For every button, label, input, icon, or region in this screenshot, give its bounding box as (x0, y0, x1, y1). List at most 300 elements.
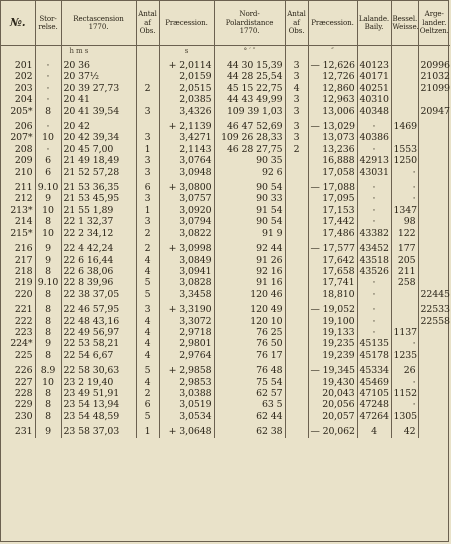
star-precession-npd: 19,430 (308, 377, 357, 388)
star-observations-npd (285, 350, 308, 361)
star-north-polar-distance: 90 54 (214, 216, 285, 227)
table-row (1, 243, 450, 254)
star-bessel-number (391, 83, 418, 94)
star-precession-npd: — 19,345 (308, 365, 357, 376)
star-lalande-number: 43031 (357, 167, 391, 178)
star-precession-npd: — 17,088 (308, 182, 357, 193)
star-number: 224* (1, 338, 35, 349)
star-right-ascension: 22 49 56,97 (61, 327, 136, 338)
star-lalande-number: · (357, 121, 391, 132)
star-north-polar-distance: 44 43 49,99 (214, 94, 285, 105)
star-precession-npd: 20,057 (308, 411, 357, 422)
star-lalande-number: 47248 (357, 399, 391, 410)
star-bessel-number: 1250 (391, 155, 418, 166)
star-observations-npd (285, 426, 308, 437)
star-bessel-number: · (391, 338, 418, 349)
header-observations-ra: Antal af Obs. (136, 1, 159, 46)
table-row (1, 228, 450, 239)
star-argelander-number (418, 338, 450, 349)
star-observations-npd: 3 (285, 121, 308, 132)
star-observations-ra: 4 (136, 316, 159, 327)
table-row (1, 132, 450, 143)
star-magnitude: 8 (35, 411, 61, 422)
star-magnitude: 9 (35, 255, 61, 266)
star-magnitude: 9 (35, 426, 61, 437)
star-lalande-number: · (357, 327, 391, 338)
star-north-polar-distance: 109 39 1,03 (214, 106, 285, 117)
star-observations-ra: 6 (136, 182, 159, 193)
star-number: 230 (1, 411, 35, 422)
star-precession-ra: 3,0388 (159, 388, 214, 399)
star-lalande-number: 42913 (357, 155, 391, 166)
star-precession-npd: — 17,577 (308, 243, 357, 254)
star-precession-npd: 16,888 (308, 155, 357, 166)
star-observations-npd (285, 167, 308, 178)
star-number: 229 (1, 399, 35, 410)
star-right-ascension: 22 54 6,67 (61, 350, 136, 361)
star-north-polar-distance: 120 49 (214, 304, 285, 315)
star-observations-npd (285, 377, 308, 388)
star-lalande-number: · (357, 289, 391, 300)
star-bessel-number: 177 (391, 243, 418, 254)
header-argelander-oeltzen: Arge- lander. Oeltzen. (418, 1, 450, 46)
star-right-ascension: 23 54 13,94 (61, 399, 136, 410)
star-lalande-number: 43526 (357, 266, 391, 277)
star-right-ascension: 23 2 19,40 (61, 377, 136, 388)
star-lalande-number: 43382 (357, 228, 391, 239)
table-row (1, 155, 450, 166)
star-observations-npd (285, 289, 308, 300)
star-observations-npd (285, 155, 308, 166)
star-argelander-number: 22533 (420, 304, 450, 316)
star-precession-ra: 3,4326 (159, 106, 214, 117)
star-bessel-number: 1553 (391, 144, 418, 155)
star-observations-ra: 4 (136, 266, 159, 277)
star-observations-npd (285, 338, 308, 349)
star-number: 213* (1, 205, 35, 216)
star-right-ascension: 23 49 51,91 (61, 388, 136, 399)
star-observations-ra: 3 (136, 167, 159, 178)
star-precession-ra: 2,9718 (159, 327, 214, 338)
star-right-ascension: 21 53 45,95 (61, 193, 136, 204)
table-row (1, 289, 450, 300)
star-observations-ra: 2 (136, 388, 159, 399)
star-precession-npd: 20,043 (308, 388, 357, 399)
star-number: 211 (1, 182, 35, 193)
star-bessel-number: 122 (391, 228, 418, 239)
star-bessel-number (391, 316, 418, 327)
star-north-polar-distance: 45 15 22,75 (214, 83, 285, 94)
star-observations-npd: 3 (285, 106, 308, 117)
star-magnitude: 10 (35, 205, 61, 216)
star-right-ascension: 21 49 18,49 (61, 155, 136, 166)
star-precession-ra: 3,0822 (159, 228, 214, 239)
star-observations-npd (285, 388, 308, 399)
star-north-polar-distance: 90 35 (214, 155, 285, 166)
star-observations-npd: 3 (285, 71, 308, 82)
star-north-polar-distance: 91 54 (214, 205, 285, 216)
star-north-polar-distance: 90 33 (214, 193, 285, 204)
star-observations-npd (285, 255, 308, 266)
star-lalande-number: · (357, 316, 391, 327)
star-argelander-number (418, 327, 450, 338)
unit-precession-ra: s (159, 46, 214, 57)
star-observations-ra (136, 94, 159, 105)
star-precession-ra: 2,0159 (159, 71, 214, 82)
star-precession-ra: + 3,0998 (159, 243, 214, 254)
star-precession-ra: 3,0764 (159, 155, 214, 166)
star-argelander-number: 22445 (420, 288, 450, 300)
star-right-ascension: 22 46 57,95 (61, 304, 136, 315)
header-precession-ra: Præcession. (159, 1, 214, 46)
star-observations-npd (285, 327, 308, 338)
table-row (1, 266, 450, 277)
star-bessel-number: 1235 (391, 350, 418, 361)
star-observations-npd (285, 316, 308, 327)
star-number: 228 (1, 388, 35, 399)
table-row (1, 388, 450, 399)
catalogue-body (1, 46, 450, 438)
star-number: 223 (1, 327, 35, 338)
star-right-ascension: 22 6 38,06 (61, 266, 136, 277)
header-north-polar-distance: Nord- Polardistance 1770. (214, 1, 285, 46)
star-argelander-number (418, 350, 450, 361)
table-row (1, 304, 450, 315)
star-argelander-number: 22558 (420, 315, 450, 327)
star-number: 209 (1, 155, 35, 166)
star-lalande-number: 43452 (357, 243, 391, 254)
star-observations-ra: 2 (136, 83, 159, 94)
star-precession-npd: 20,056 (308, 399, 357, 410)
star-lalande-number: 40310 (357, 94, 391, 105)
star-north-polar-distance: 120 46 (214, 289, 285, 300)
star-north-polar-distance: 62 57 (214, 388, 285, 399)
star-north-polar-distance: 44 28 25,54 (214, 71, 285, 82)
star-north-polar-distance: 91 26 (214, 255, 285, 266)
table-row (1, 60, 450, 71)
star-right-ascension: 20 36 (61, 60, 136, 71)
star-observations-npd (285, 411, 308, 422)
star-precession-npd: 13,006 (308, 106, 357, 117)
star-precession-ra: 2,9801 (159, 338, 214, 349)
star-bessel-number (391, 289, 418, 300)
star-argelander-number (418, 426, 450, 437)
star-right-ascension: 20 42 (61, 121, 136, 132)
star-lalande-number: 40123 (357, 60, 391, 71)
star-bessel-number (391, 71, 418, 82)
star-right-ascension: 20 37½ (61, 71, 136, 82)
star-magnitude: 8 (35, 350, 61, 361)
star-lalande-number: · (357, 193, 391, 204)
star-observations-ra: 4 (136, 338, 159, 349)
star-north-polar-distance: 62 44 (214, 411, 285, 422)
star-precession-npd: 13,236 (308, 144, 357, 155)
star-argelander-number (418, 155, 450, 166)
table-row (1, 411, 450, 422)
star-magnitude: · (35, 60, 61, 71)
star-bessel-number (391, 132, 418, 143)
star-north-polar-distance: 120 10 (214, 316, 285, 327)
star-observations-ra: 2 (136, 228, 159, 239)
star-observations-npd (285, 182, 308, 193)
star-bessel-number: 258 (391, 277, 418, 288)
star-bessel-number: 205 (391, 255, 418, 266)
star-right-ascension: 23 58 37,03 (61, 426, 136, 437)
star-argelander-number (418, 193, 450, 204)
star-right-ascension: 22 2 34,12 (61, 228, 136, 239)
star-number: 217 (1, 255, 35, 266)
star-north-polar-distance: 44 30 15,39 (214, 60, 285, 71)
star-observations-ra: 2 (136, 243, 159, 254)
star-magnitude: 8 (35, 304, 61, 315)
unit-precession-npd: ″ (308, 46, 357, 57)
star-bessel-number: 211 (391, 266, 418, 277)
star-number: 226 (1, 365, 35, 376)
star-precession-ra: + 2,0114 (159, 60, 214, 71)
star-bessel-number: 1347 (391, 205, 418, 216)
star-precession-npd: 17,095 (308, 193, 357, 204)
star-lalande-number: · (357, 277, 391, 288)
star-number: 205* (1, 106, 35, 117)
star-right-ascension: 21 52 57,28 (61, 167, 136, 178)
star-observations-ra: 3 (136, 304, 159, 315)
star-right-ascension: 22 53 58,21 (61, 338, 136, 349)
star-magnitude: 9 (35, 193, 61, 204)
star-lalande-number: · (357, 144, 391, 155)
star-precession-npd: 12,860 (308, 83, 357, 94)
star-number: 210 (1, 167, 35, 178)
star-observations-npd: 2 (285, 144, 308, 155)
star-north-polar-distance: 91 9 (214, 228, 285, 239)
star-precession-npd: 17,642 (308, 255, 357, 266)
star-number: 219 (1, 277, 35, 288)
star-observations-ra: 5 (136, 411, 159, 422)
star-north-polar-distance: 76 48 (214, 365, 285, 376)
star-precession-npd: 17,486 (308, 228, 357, 239)
star-number: 221 (1, 304, 35, 315)
star-precession-npd: — 20,062 (308, 426, 357, 437)
table-row (1, 182, 450, 193)
star-north-polar-distance: 92 16 (214, 266, 285, 277)
header-right-ascension: Rectascension 1770. (61, 1, 136, 46)
star-argelander-number (418, 144, 450, 155)
star-right-ascension: 20 45 7,00 (61, 144, 136, 155)
star-precession-ra: 3,0534 (159, 411, 214, 422)
star-precession-ra: 3,3072 (159, 316, 214, 327)
star-bessel-number: · (391, 182, 418, 193)
star-observations-npd (285, 228, 308, 239)
star-lalande-number: 40348 (357, 106, 391, 117)
star-precession-ra: + 2,1139 (159, 121, 214, 132)
star-right-ascension: 23 54 48,59 (61, 411, 136, 422)
star-observations-npd (285, 193, 308, 204)
table-row (1, 399, 450, 410)
star-right-ascension: 21 53 36,35 (61, 182, 136, 193)
star-argelander-number (418, 182, 450, 193)
star-precession-ra: 3,0757 (159, 193, 214, 204)
star-argelander-number (418, 205, 450, 216)
star-magnitude: 10 (35, 132, 61, 143)
star-magnitude: 8 (35, 327, 61, 338)
star-precession-ra: 2,9853 (159, 377, 214, 388)
star-precession-ra: 3,0828 (159, 277, 214, 288)
star-lalande-number: 40171 (357, 71, 391, 82)
star-argelander-number (418, 121, 450, 132)
star-precession-ra: 2,9764 (159, 350, 214, 361)
table-row (1, 121, 450, 132)
star-lalande-number: · (357, 216, 391, 227)
star-observations-npd (285, 399, 308, 410)
star-precession-npd: — 19,052 (308, 304, 357, 315)
star-observations-npd (285, 205, 308, 216)
units-row (1, 46, 450, 57)
star-number: 225 (1, 350, 35, 361)
star-north-polar-distance: 92 44 (214, 243, 285, 254)
star-number: 214 (1, 216, 35, 227)
star-observations-ra: 4 (136, 350, 159, 361)
star-argelander-number (418, 228, 450, 239)
star-observations-npd (285, 304, 308, 315)
star-precession-npd: 19,100 (308, 316, 357, 327)
star-precession-ra: 3,0519 (159, 399, 214, 410)
star-bessel-number: · (391, 167, 418, 178)
header-number: №. (1, 1, 35, 46)
star-bessel-number: 1152 (391, 388, 418, 399)
table-row (1, 144, 450, 155)
star-number: 218 (1, 266, 35, 277)
header-observations-npd: Antal af Obs. (285, 1, 308, 46)
star-number: 201 (1, 60, 35, 71)
star-north-polar-distance: 46 47 52,69 (214, 121, 285, 132)
table-row (1, 94, 450, 105)
star-precession-npd: 17,741 (308, 277, 357, 288)
star-precession-npd: — 12,626 (308, 60, 357, 71)
star-right-ascension: 22 4 42,24 (61, 243, 136, 254)
star-lalande-number: · (357, 205, 391, 216)
star-lalande-number: · (357, 182, 391, 193)
star-precession-npd: — 13,029 (308, 121, 357, 132)
star-precession-npd: 18,810 (308, 289, 357, 300)
star-observations-ra: 4 (136, 377, 159, 388)
star-magnitude: 9.10 (35, 277, 61, 288)
star-bessel-number: 42 (391, 426, 418, 437)
star-north-polar-distance: 75 54 (214, 377, 285, 388)
star-observations-npd (285, 266, 308, 277)
star-magnitude: 9.10 (35, 182, 61, 193)
star-right-ascension: 22 8 39,96 (61, 277, 136, 288)
table-row (1, 255, 450, 266)
star-number: 227 (1, 377, 35, 388)
star-observations-ra: 1 (136, 426, 159, 437)
star-magnitude: 10 (35, 228, 61, 239)
star-precession-npd: 17,442 (308, 216, 357, 227)
star-magnitude: 8 (35, 399, 61, 410)
star-precession-ra: 2,0515 (159, 83, 214, 94)
star-north-polar-distance: 76 25 (214, 327, 285, 338)
star-bessel-number: 98 (391, 216, 418, 227)
star-magnitude: · (35, 71, 61, 82)
star-bessel-number (391, 94, 418, 105)
star-argelander-number (418, 277, 450, 288)
table-row (1, 83, 450, 94)
table-row (1, 216, 450, 227)
star-observations-ra (136, 60, 159, 71)
table-row (1, 316, 450, 327)
star-lalande-number: 47264 (357, 411, 391, 422)
star-observations-ra: 5 (136, 277, 159, 288)
star-right-ascension: 20 39 27,73 (61, 83, 136, 94)
star-observations-npd (285, 277, 308, 288)
star-argelander-number (418, 243, 450, 254)
star-argelander-number (418, 132, 450, 143)
star-bessel-number (391, 60, 418, 71)
table-row (1, 426, 450, 437)
unit-ra: h m s (61, 46, 136, 57)
star-number: 212 (1, 193, 35, 204)
star-bessel-number: 1469 (391, 121, 418, 132)
star-observations-ra (136, 71, 159, 82)
star-magnitude: 9 (35, 338, 61, 349)
star-precession-ra: 3,0794 (159, 216, 214, 227)
star-magnitude: · (35, 144, 61, 155)
star-north-polar-distance: 92 6 (214, 167, 285, 178)
star-observations-ra: 1 (136, 205, 159, 216)
star-lalande-number: · (357, 304, 391, 315)
star-bessel-number: 1137 (391, 327, 418, 338)
star-argelander-number (418, 94, 450, 105)
star-number: 207* (1, 132, 35, 143)
star-north-polar-distance: 63 5 (214, 399, 285, 410)
star-argelander-number (418, 399, 450, 410)
star-precession-npd: 19,133 (308, 327, 357, 338)
star-observations-npd: 3 (285, 94, 308, 105)
star-precession-ra: 3,0948 (159, 167, 214, 178)
star-precession-npd: 19,235 (308, 338, 357, 349)
star-observations-ra: 4 (136, 327, 159, 338)
table-row (1, 350, 450, 361)
star-bessel-number (391, 106, 418, 117)
star-lalande-number: 47105 (357, 388, 391, 399)
star-observations-npd (285, 216, 308, 227)
star-magnitude: · (35, 83, 61, 94)
star-precession-npd: 17,058 (308, 167, 357, 178)
header-bessel-weisse: Bessel. Weisse. (391, 1, 418, 46)
star-north-polar-distance: 46 28 27,75 (214, 144, 285, 155)
star-argelander-number: 21099 (420, 82, 450, 94)
star-magnitude: 10 (35, 377, 61, 388)
star-lalande-number: 4 (357, 426, 391, 437)
star-magnitude: · (35, 121, 61, 132)
star-observations-npd: 4 (285, 83, 308, 94)
star-observations-npd (285, 243, 308, 254)
star-right-ascension: 22 1 32,37 (61, 216, 136, 227)
star-north-polar-distance: 62 38 (214, 426, 285, 437)
star-lalande-number: 40251 (357, 83, 391, 94)
star-argelander-number (418, 167, 450, 178)
star-number: 220 (1, 289, 35, 300)
star-number: 222 (1, 316, 35, 327)
star-right-ascension: 22 38 37,05 (61, 289, 136, 300)
star-right-ascension: 22 6 16,44 (61, 255, 136, 266)
star-precession-npd: 19,239 (308, 350, 357, 361)
star-bessel-number: 1305 (391, 411, 418, 422)
star-precession-ra: 2,0385 (159, 94, 214, 105)
star-north-polar-distance: 76 17 (214, 350, 285, 361)
star-argelander-number (418, 365, 450, 376)
star-catalogue-table (1, 1, 450, 438)
header-lalande-baily: Lalande. Baily. (357, 1, 391, 46)
star-north-polar-distance: 76 50 (214, 338, 285, 349)
